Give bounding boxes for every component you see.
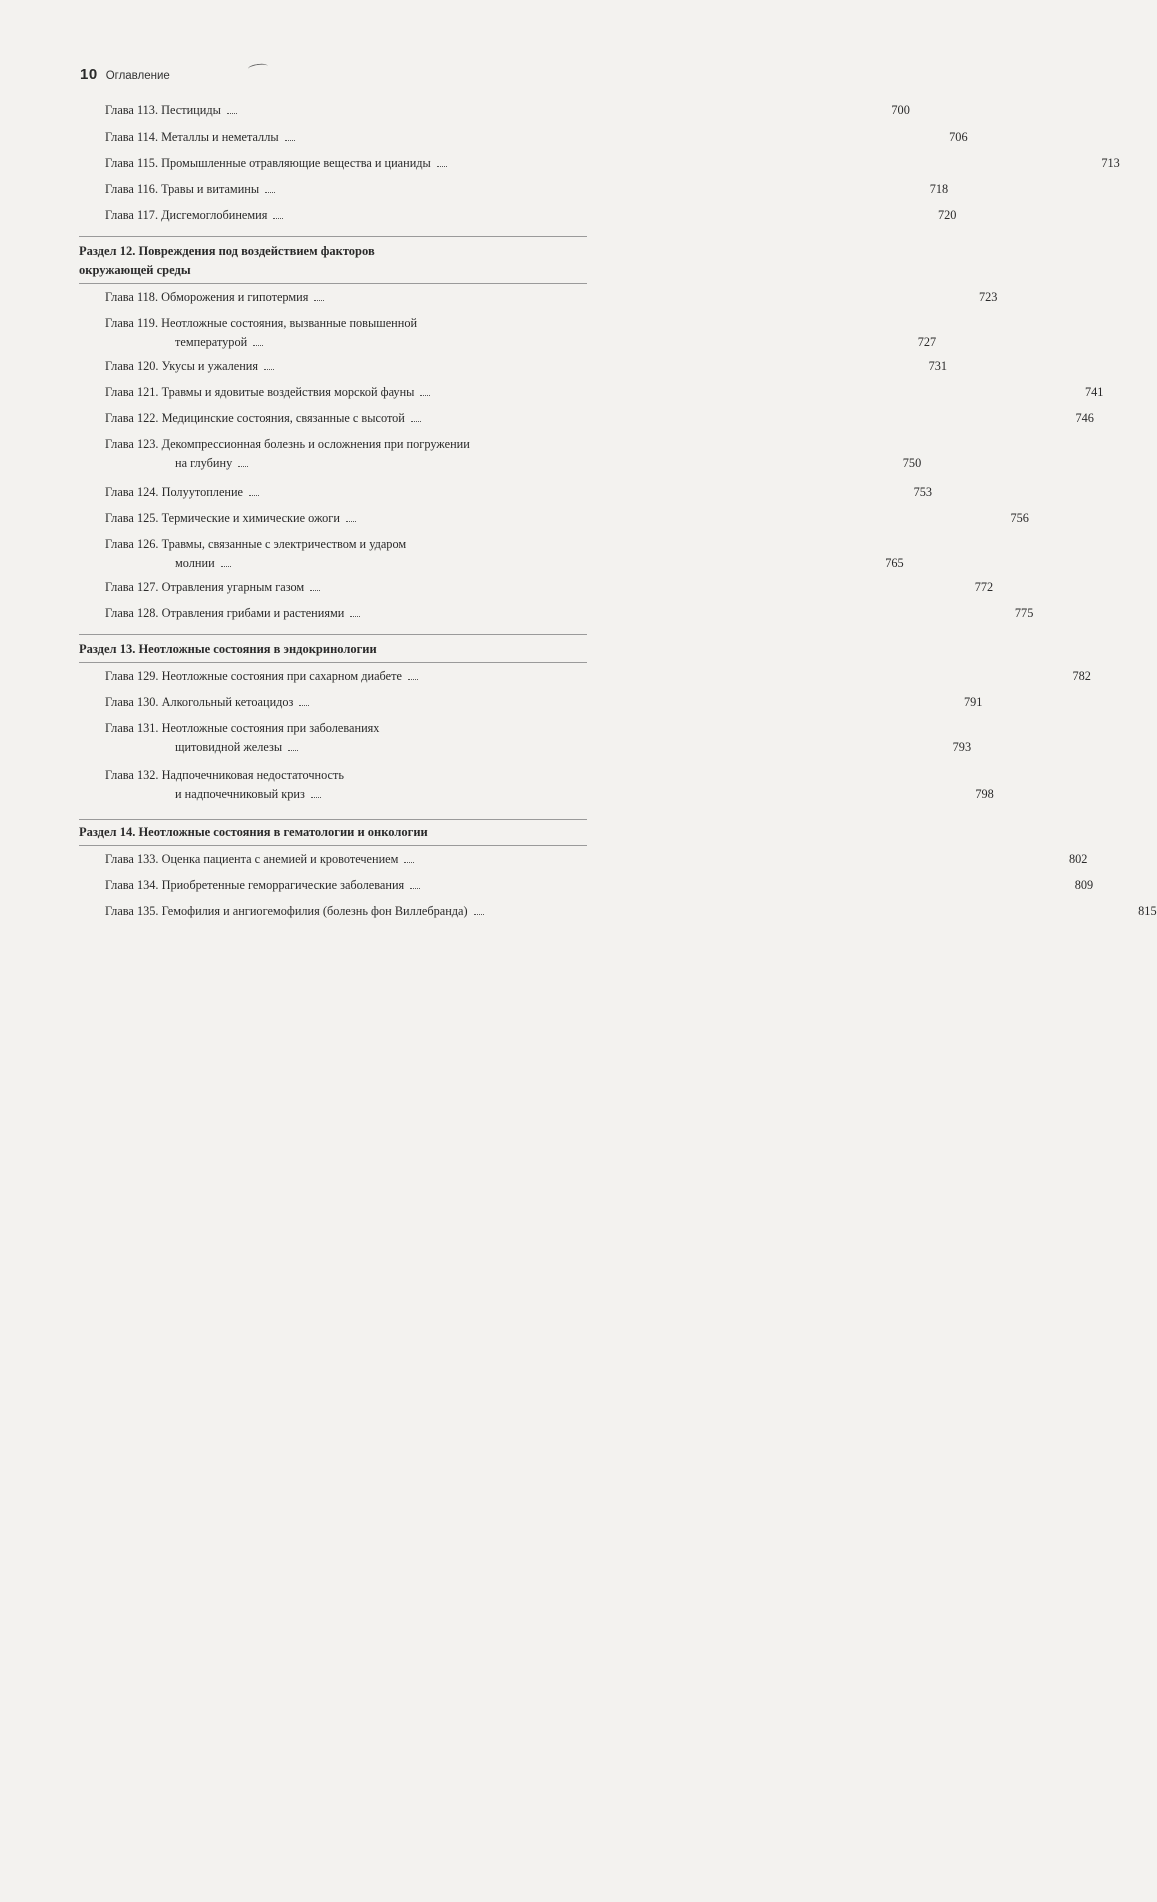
leader-dots [410, 887, 420, 889]
leader-dots [404, 861, 414, 863]
leader-dots [238, 465, 248, 467]
toc-entry-117: Глава 117. Дисгемоглобинемия 720 [105, 208, 957, 222]
toc-entry-122: Глава 122. Медицинские состояния, связанные с высотой 746 [105, 411, 1094, 425]
toc-entry-116: Глава 116. Травы и витамины 718 [105, 182, 949, 196]
toc-entry-125: Глава 125. Термические и химические ожоги 756 [105, 511, 1029, 525]
toc-entry-133: Глава 133. Оценка пациента с анемией и кровотечением 802 [105, 852, 1088, 866]
section-divider [79, 236, 587, 237]
leader-dots [310, 589, 320, 591]
toc-entry-120: Глава 120. Укусы и ужаления 731 [105, 359, 948, 373]
leader-dots [249, 494, 259, 496]
leader-dots [285, 139, 295, 141]
toc-entry-119: Глава 119. Неотложные состояния, вызванные повышенной температурой 727 [105, 316, 937, 349]
leader-dots [420, 394, 430, 396]
leader-dots [346, 520, 356, 522]
toc-entry-126: Глава 126. Травмы, связанные с электричеством и ударом молнии 765 [105, 537, 904, 570]
section-heading-14: Раздел 14. Неотложные состояния в гематологии и онкологии [79, 825, 428, 839]
section-divider [79, 283, 587, 284]
leader-dots [474, 913, 484, 915]
running-head-title: Оглавление [105, 70, 170, 82]
section-divider [79, 819, 587, 820]
leader-dots [408, 678, 418, 680]
toc-entry-123: Глава 123. Декомпрессионная болезнь и осложнения при погружении на глубину 750 [105, 437, 922, 470]
toc-entry-124: Глава 124. Полуутопление 753 [105, 485, 933, 499]
toc-entry-130: Глава 130. Алкогольный кетоацидоз 791 [105, 695, 983, 709]
section-divider [79, 634, 587, 635]
toc-entry-129: Глава 129. Неотложные состояния при сахарном диабете 782 [105, 669, 1091, 683]
toc-entry-135: Глава 135. Гемофилия и ангиогемофилия (болезнь фон Виллебранда) 815 [105, 904, 1157, 918]
leader-dots [273, 217, 283, 219]
leader-dots [221, 565, 231, 567]
section-heading-12: Раздел 12. Повреждения под воздействием факторов окружающей среды [79, 244, 375, 277]
toc-entry-132: Глава 132. Надпочечниковая недостаточность и надпочечниковый криз 798 [105, 768, 994, 801]
leader-dots [350, 615, 360, 617]
leader-dots [227, 112, 237, 114]
leader-dots [299, 704, 309, 706]
section-divider [79, 845, 587, 846]
page-number: 10 [80, 66, 98, 83]
toc-entry-115: Глава 115. Промышленные отравляющие вещества и цианиды 713 [105, 156, 1120, 170]
toc-entry-127: Глава 127. Отравления угарным газом 772 [105, 580, 994, 594]
pen-mark [248, 63, 269, 73]
section-heading-13: Раздел 13. Неотложные состояния в эндокринологии [79, 642, 377, 656]
leader-dots [288, 749, 298, 751]
leader-dots [264, 368, 274, 370]
toc-entry-131: Глава 131. Неотложные состояния при заболеваниях щитовидной железы 793 [105, 721, 972, 754]
toc-entry-121: Глава 121. Травмы и ядовитые воздействия морской фауны 741 [105, 385, 1104, 399]
leader-dots [311, 796, 321, 798]
toc-entry-128: Глава 128. Отравления грибами и растениями 775 [105, 606, 1034, 620]
leader-dots [253, 344, 263, 346]
running-head [80, 66, 170, 83]
toc-entry-134: Глава 134. Приобретенные геморрагические заболевания 809 [105, 878, 1094, 892]
leader-dots [314, 299, 324, 301]
toc-entry-118: Глава 118. Обморожения и гипотермия 723 [105, 290, 998, 304]
leader-dots [437, 165, 447, 167]
leader-dots [265, 191, 275, 193]
leader-dots [411, 420, 421, 422]
toc-entry-113: Глава 113. Пестициды 700 [105, 103, 910, 117]
toc-entry-114: Глава 114. Металлы и неметаллы 706 [105, 130, 968, 144]
section-divider [79, 662, 587, 663]
